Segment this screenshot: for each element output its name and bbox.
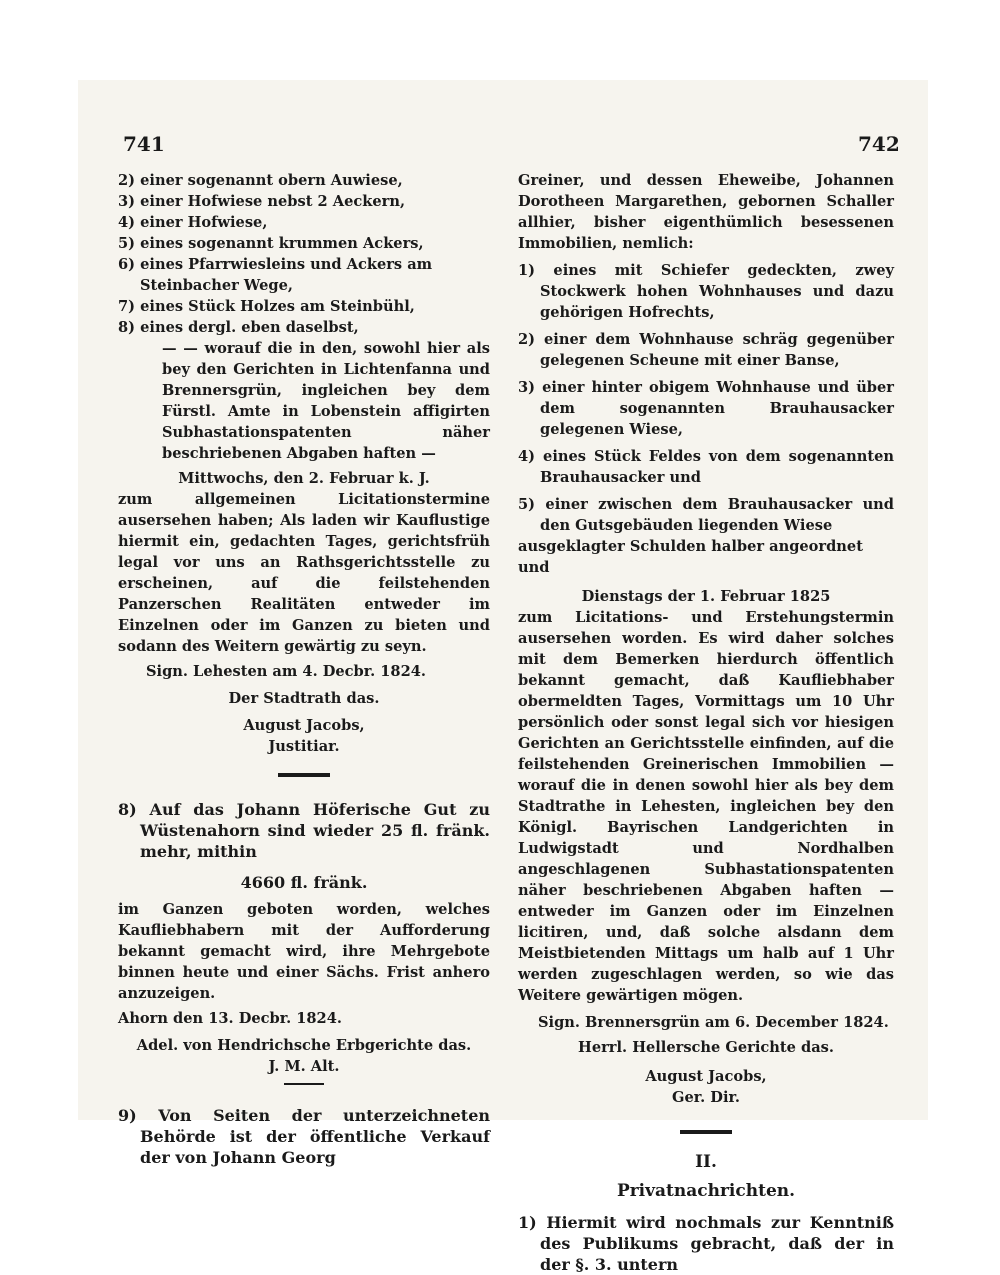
section-separator bbox=[680, 1130, 732, 1134]
notice-heading: 8) Auf das Johann Höferische Gut zu Wüstenahorn sind wieder 25 fl. fränk. mehr, mithin bbox=[118, 800, 490, 861]
authority-name: Der Stadtrath das. bbox=[228, 690, 380, 707]
notice-heading: 9) Von Seiten der unterzeichneten Behörde ist der öffentliche Verkauf der von Johann Georg bbox=[118, 1106, 490, 1167]
list-item: 1) eines mit Schiefer gedeckten, zwey Stockwerk hohen Wohnhauses und dazu gehörigen Hofrechts, bbox=[518, 262, 894, 321]
section-title: Privatnachrichten. bbox=[616, 1181, 796, 1201]
list-item: 3) einer Hofwiese nebst 2 Aeckern, bbox=[118, 193, 406, 210]
signature-place-date: Sign. Brennersgrün am 6. December 1824. bbox=[538, 1014, 889, 1031]
list-item: 8) eines dergl. eben daselbst, bbox=[118, 319, 359, 336]
list-item: 5) eines sogenannt krummen Ackers, bbox=[118, 235, 424, 252]
authority-name: Herrl. Hellersche Gerichte das. bbox=[578, 1039, 834, 1056]
list-item: 5) einer zwischen dem Brauhausacker und den Gutsgebäuden liegenden Wiese bbox=[518, 496, 894, 534]
notice-text: ausgeklagter Schulden halber angeordnet und bbox=[518, 538, 863, 576]
signer-title: Ger. Dir. bbox=[672, 1089, 740, 1106]
page-number-left: 741 bbox=[123, 132, 165, 156]
auction-date: Mittwochs, den 2. Februar k. J. bbox=[178, 470, 430, 487]
price-amount: 4660 fl. fränk. bbox=[240, 873, 368, 892]
encumbrance-note: — — worauf die in den, sowohl hier als bey den Gerichten in Lichtenfanna und Brennersgrün, ingleichen bey dem Fürstl. Amte in Lobenstein affigirten Subhastationspatenten näher beschriebenen Abgaben haften — bbox=[162, 340, 490, 462]
signer-name: J. M. Alt. bbox=[268, 1058, 340, 1075]
signer-title: Justitiar. bbox=[268, 738, 340, 755]
list-item: 2) einer dem Wohnhause schräg gegenüber gelegenen Scheune mit einer Banse, bbox=[518, 331, 894, 369]
section-separator bbox=[284, 1083, 324, 1085]
left-column bbox=[118, 170, 490, 1168]
page-number-right: 742 bbox=[858, 132, 900, 156]
list-item: 7) eines Stück Holzes am Steinbühl, bbox=[118, 298, 415, 315]
notice-heading: 1) Hiermit wird nochmals zur Kenntniß des Publikums gebracht, daß der in der §. 3. untern bbox=[518, 1213, 894, 1274]
auction-date: Dienstags der 1. Februar 1825 bbox=[581, 588, 831, 605]
list-item: 6) eines Pfarrwiesleins und Ackers am Steinbacher Wege, bbox=[118, 256, 433, 294]
right-column bbox=[518, 170, 894, 1275]
signer-name: August Jacobs, bbox=[645, 1068, 767, 1085]
authority-name: Adel. von Hendrichsche Erbgerichte das. bbox=[136, 1037, 472, 1054]
announcement-paragraph: zum Licitations- und Erstehungstermin ausersehen worden. Es wird daher solches mit dem Bemerken hierdurch öffentlich bekannt gemacht, daß Kaufliebhaber obermeldten Tages, Vormittags um 10 Uhr persönlich oder sonst legal sich vor hiesigen Gerichten an Gerichtsstelle einfinden, auf die feilstehenden Greinerischen Immobilien — worauf die in denen sowohl hier als bey dem Stadtrathe in Lehesten, ingleichen bey den Königl. Bayrischen Landgerichten in Ludwigstadt und Nordhalben angeschlagenen Subhastationspatenten näher beschriebenen Abgaben haften — entweder im Ganzen oder im Einzelnen licitiren, und, daß solche alsdann dem Meistbietenden Mittags um halb auf 1 Uhr werden zugeschlagen werden, so wie das Weitere gewärtigen mögen. bbox=[518, 609, 894, 1004]
notice-body: im Ganzen geboten worden, welches Kaufliebhabern mit der Aufforderung bekannt gemacht wird, ihre Mehrgebote binnen heute und einer Sächs. Frist anhero anzuzeigen. bbox=[118, 901, 490, 1002]
announcement-paragraph: zum allgemeinen Licitationstermine ausersehen haben; Als laden wir Kauflustige hiermit ein, gedachten Tages, gerichtsfrüh legal vor uns an Rathsgerichtsstelle zu erscheinen, auf die feilstehenden Panzerschen Realitäten entweder im Einzelnen oder im Ganzen zu bieten und sodann des Weitern gewärtig zu seyn. bbox=[118, 491, 490, 655]
notice-intro: Greiner, und dessen Eheweibe, Johannen Dorotheen Margarethen, gebornen Schaller allhier, bisher eigenthümlich besessenen Immobilien, nemlich: bbox=[518, 172, 894, 252]
list-item: 4) eines Stück Feldes von dem sogenannten Brauhausacker und bbox=[518, 448, 894, 486]
signature-place-date: Sign. Lehesten am 4. Decbr. 1824. bbox=[146, 663, 426, 680]
list-item: 3) einer hinter obigem Wohnhause und über dem sogenannten Brauhausacker gelegenen Wiese, bbox=[518, 379, 894, 438]
list-item: 2) einer sogenannt obern Auwiese, bbox=[118, 172, 403, 189]
signer-name: August Jacobs, bbox=[243, 717, 365, 734]
list-item: 4) einer Hofwiese, bbox=[118, 214, 268, 231]
signature-place-date: Ahorn den 13. Decbr. 1824. bbox=[118, 1010, 342, 1027]
section-number: II. bbox=[695, 1152, 717, 1172]
section-separator bbox=[278, 773, 330, 777]
